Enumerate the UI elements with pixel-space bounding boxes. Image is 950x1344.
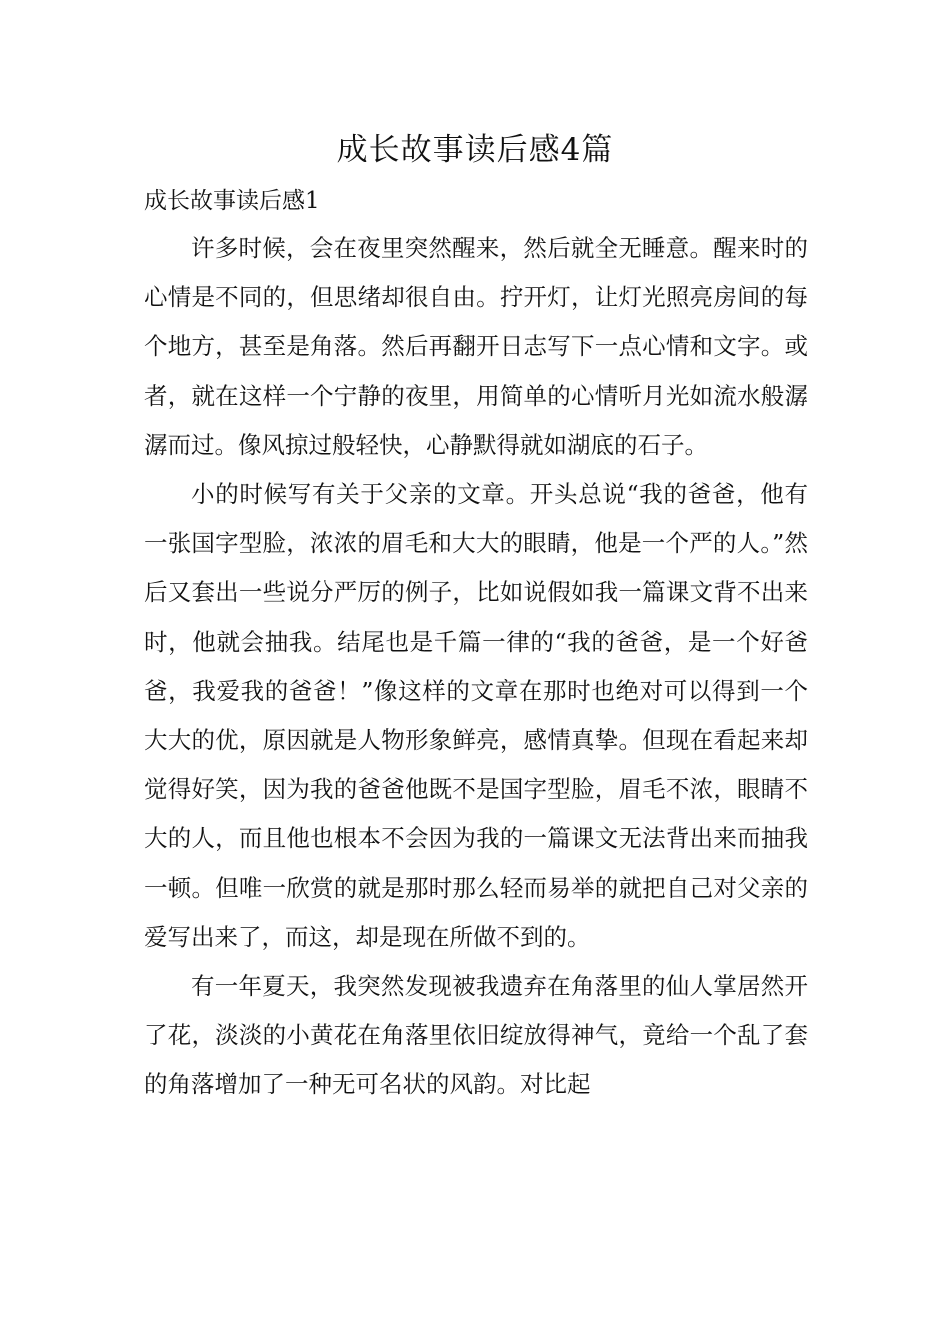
document-title: 成长故事读后感4篇 bbox=[336, 132, 614, 168]
paragraph-3: 有一年夏天，我突然发现被我遗弃在角落里的仙人掌居然开了花，淡淡的小黄花在角落里依旧绽放得神气，竟给一个乱了套的角落增加了一种无可名状的风韵。对比起 bbox=[144, 972, 808, 1099]
paragraph-2: 小的时候写有关于父亲的文章。开头总说“我的爸爸，他有一张国字型脸，浓浓的眉毛和大大的眼睛，他是一个严的人。”然后又套出一些说分严厉的例子，比如说假如我一篇课文背不出来时，他就会抽我。结尾也是千篇一律的“我的爸爸，是一个好爸爸，我爱我的爸爸！”像这样的文章在那时也绝对可以得到一个大大的优，原因就是人物形象鲜亮，感情真挚。但现在看起来却觉得好笑，因为我的爸爸他既不是国字型脸，眉毛不浓，眼睛不大的人，而且他也根本不会因为我的一篇课文无法背出来而抽我一顿。但唯一欣赏的就是那时那么轻而易举的就把自己对父亲的爱写出来了，而这，却是现在所做不到的。 bbox=[144, 480, 808, 951]
section-heading: 成长故事读后感1 bbox=[144, 188, 320, 214]
paragraph-1: 许多时候，会在夜里突然醒来，然后就全无睡意。醒来时的心情是不同的，但思绪却很自由。拧开灯，让灯光照亮房间的每个地方，甚至是角落。然后再翻开日志写下一点心情和文字。或者，就在这样一个宁静的夜里，用简单的心情听月光如流水般潺潺而过。像风掠过般轻快，心静默得就如湖底的石子。 bbox=[144, 234, 808, 459]
document-body bbox=[144, 224, 808, 1110]
